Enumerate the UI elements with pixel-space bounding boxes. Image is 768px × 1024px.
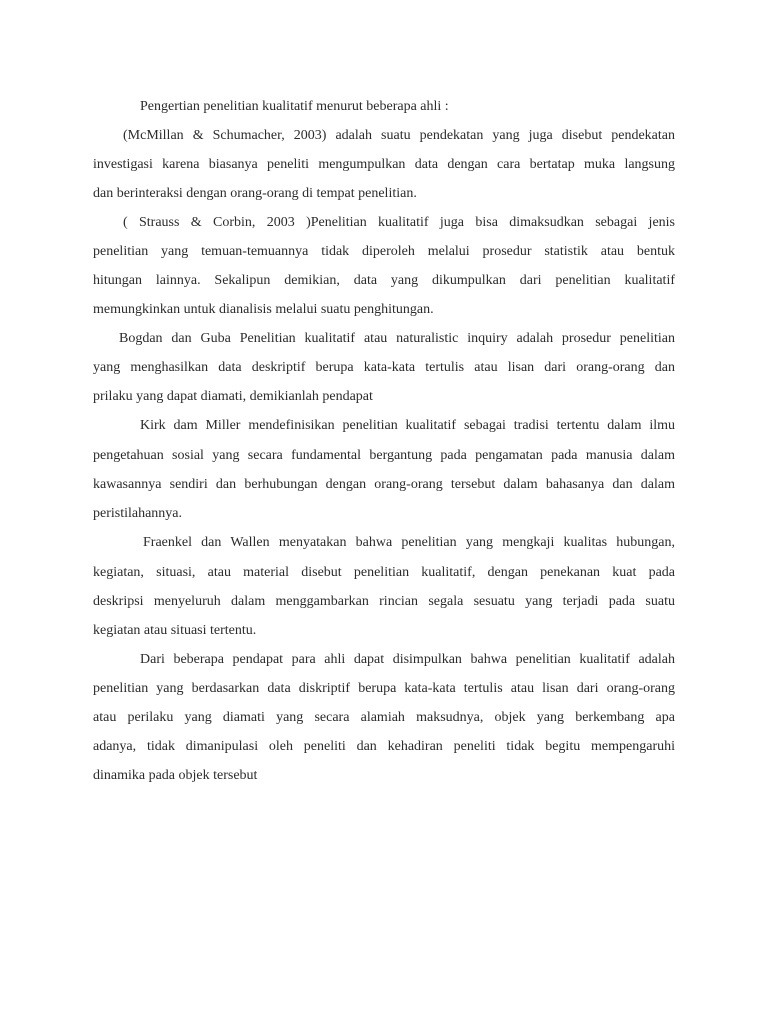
paragraph-strauss-line: hitungan lainnya. Sekalipun demikian, data yang dikumpulkan dari penelitian kualitatif (93, 273, 675, 288)
paragraph-mcmillan-line: (McMillan & Schumacher, 2003) adalah suatu pendekatan yang juga disebut pendekatan (123, 128, 675, 143)
paragraph-bogdan-line: Bogdan dan Guba Penelitian kualitatif atau naturalistic inquiry adalah prosedur penelitian (119, 331, 675, 346)
paragraph-conclusion-line: penelitian yang berdasarkan data diskriptif berupa kata-kata tertulis atau lisan dari orang-orang (93, 681, 675, 696)
paragraph-kirk-line: pengetahuan sosial yang secara fundamental bergantung pada pengamatan pada manusia dalam (93, 448, 675, 463)
paragraph-strauss-line: penelitian yang temuan-temuannya tidak diperoleh melalui prosedur statistik atau bentuk (93, 244, 675, 259)
paragraph-fraenkel-line: Fraenkel dan Wallen menyatakan bahwa penelitian yang mengkaji kualitas hubungan, (143, 535, 675, 550)
paragraph-kirk-line: peristilahannya. (93, 506, 183, 521)
paragraph-fraenkel-line: kegiatan, situasi, atau material disebut penelitian kualitatif, dengan penekanan kuat pada (93, 565, 675, 580)
paragraph-conclusion-line: adanya, tidak dimanipulasi oleh peneliti dan kehadiran peneliti tidak begitu mempengaruhi (93, 739, 675, 754)
paragraph-mcmillan-line: dan berinteraksi dengan orang-orang di tempat penelitian. (93, 186, 417, 201)
paragraph-bogdan-line: prilaku yang dapat diamati, demikianlah pendapat (93, 389, 373, 404)
paragraph-fraenkel-line: kegiatan atau situasi tertentu. (93, 623, 257, 638)
paragraph-strauss-line: ( Strauss & Corbin, 2003 )Penelitian kualitatif juga bisa dimaksudkan sebagai jenis (123, 215, 675, 230)
paragraph-conclusion-line: dinamika pada objek tersebut (93, 768, 258, 783)
paragraph-mcmillan-line: investigasi karena biasanya peneliti mengumpulkan data dengan cara bertatap muka langsung (93, 157, 675, 172)
paragraph-bogdan-line: yang menghasilkan data deskriptif berupa kata-kata tertulis atau lisan dari orang-orang dan (93, 360, 675, 375)
paragraph-strauss-line: memungkinkan untuk dianalisis melalui suatu penghitungan. (93, 302, 434, 317)
paragraph-fraenkel-line: deskripsi menyeluruh dalam menggambarkan rincian segala sesuatu yang terjadi pada suatu (93, 594, 675, 609)
paragraph-kirk-line: Kirk dam Miller mendefinisikan penelitian kualitatif sebagai tradisi tertentu dalam ilmu (140, 418, 675, 433)
paragraph-kirk-line: kawasannya sendiri dan berhubungan dengan orang-orang tersebut dalam bahasanya dan dalam (93, 477, 675, 492)
paragraph-conclusion-line: Dari beberapa pendapat para ahli dapat disimpulkan bahwa penelitian kualitatif adalah (140, 652, 675, 667)
paragraph-conclusion-line: atau perilaku yang diamati yang secara alamiah maksudnya, objek yang berkembang apa (93, 710, 675, 725)
heading-line: Pengertian penelitian kualitatif menurut beberapa ahli : (140, 99, 449, 114)
